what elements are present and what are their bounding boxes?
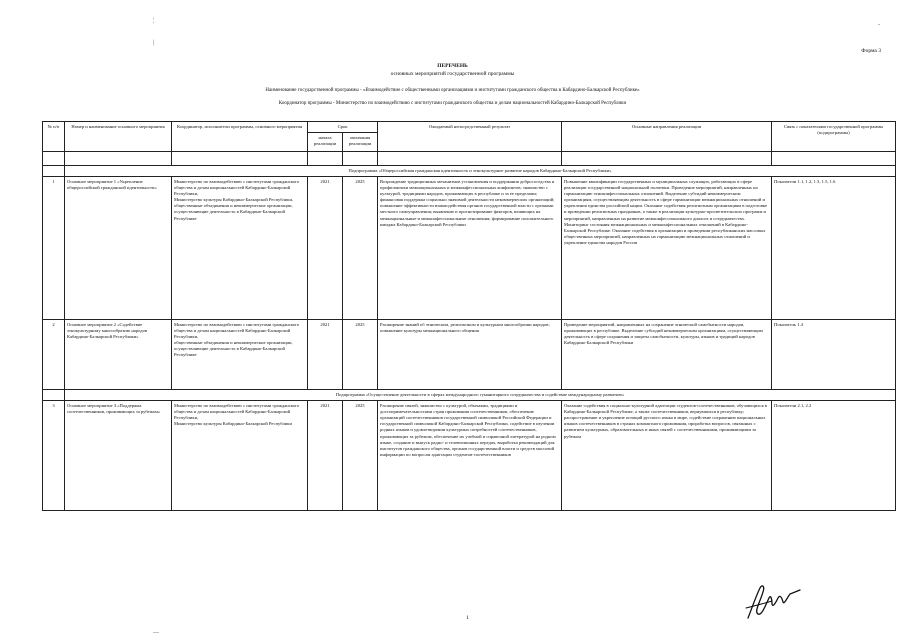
row-num: 3 xyxy=(43,401,65,511)
scan-margin-mark: | xyxy=(153,40,155,46)
column-header-num: № п/п xyxy=(43,122,65,152)
row-result: Расширение связей, знакомство с культурой, обычаями, традициями и достопримечательностями стран проживания соотечественников, обеспечение организаций соотечественников государственной символикой Российской Федерации и государственной символикой Кабардино-Балкарской Республики, содействие в изучении родных языков и удовлетворении культурных потребностей соотечественников, проживающих за рубежом, обеспечение их учебной и справочной литературой на родном языке, создание и выпуск радио- и телевизионных передач, выработка рекомендаций для институтов гражданского общества, органов государственной власти и средств массовой информации по вопросам адаптации студентов-соотечественников xyxy=(378,401,562,511)
table-row xyxy=(43,177,896,320)
form-label: Форма 3 xyxy=(861,48,881,54)
table-header-row xyxy=(43,122,896,133)
scan-margin-mark: ¦ xyxy=(153,18,155,24)
activities-table xyxy=(42,121,896,511)
row-start: 2021 xyxy=(308,401,343,511)
subprogram-title: Подпрограмма «Осуществление деятельности в сферах международного гуманитарного сотрудничества и содействие международному развитию» xyxy=(65,390,896,401)
row-executor: Министерство по взаимодействию с институтами гражданского общества и делам национальностей Кабардино-Балкарской Республики, Министерство культуры Кабардино-Балкарской Республики, общественные объединения и некоммерческие организации, осуществляющие деятельность в Кабардино-Балкарской Республике xyxy=(172,177,308,320)
subprogram-row xyxy=(43,390,896,401)
row-name: Основное мероприятие 2 «Содействие этнокультурному многообразию народов Кабардино-Балкарской Республики» xyxy=(65,320,172,390)
subprogram-title: Подпрограмма «Общероссийская гражданская идентичность и этнокультурное развитие народов Кабардино-Балкарской Республики» xyxy=(65,166,896,177)
empty-spacer-row xyxy=(43,152,896,166)
row-result: Возрождение традиционных механизмов установления и поддержания добрососедства и профилактики межнациональных и межконфессиональных конфликтов; знакомство с культурой, традициями народов, проживающих в республике и за ее пределами; финансовая поддержка социально значимой деятельности некоммерческих организаций; повышение эффективности взаимодействия органов государственной власти с органами местного самоуправления; выявление и прогнозирование факторов, влияющих на межнациональные и межконфессиональные отношения; формирование положительного имиджа Кабардино-Балкарской Республики xyxy=(378,177,562,320)
row-name: Основное мероприятие 3 «Поддержка соотечественников, проживающих за рубежом» xyxy=(65,401,172,511)
column-header-name: Номер и наименование основного мероприятия xyxy=(65,122,172,152)
column-header-end: окончания реализации xyxy=(343,133,378,152)
row-indicators: Показатель 1.4 xyxy=(772,320,896,390)
row-start: 2021 xyxy=(308,177,343,320)
column-header-indicators: Связь с показателями государственной программы (подпрограммы) xyxy=(772,122,896,152)
page-number: 1 xyxy=(466,615,469,621)
row-executor: Министерство по взаимодействию с институтами гражданского общества и делам национальностей Кабардино-Балкарской Республики, общественные объединения и некоммерческие организации, осуществляющие деятельность в Кабардино-Балкарской Республике xyxy=(172,320,308,390)
row-executor: Министерство по взаимодействию с институтами гражданского общества и делам национальностей Кабардино-Балкарской Республики, Министерство культуры Кабардино-Балкарской Республики xyxy=(172,401,308,511)
row-directions: Проведение мероприятий, направленных на сохранение этнической самобытности народов, проживающих в республике. Выделение субсидий некоммерческим организациям, осуществляющим деятельность в сфере сохранения и защиты самобытности, культуры, языков и традиций народов Кабардино-Балкарской Республики xyxy=(562,320,772,390)
row-num: 2 xyxy=(43,320,65,390)
row-indicators: Показатели 2.1, 2.2 xyxy=(772,401,896,511)
program-name-line: Наименование государственной программы - «Взаимодействие с общественными организациями и институтами гражданского общества в Кабардино-Балкарской Республике» xyxy=(265,88,640,93)
column-header-term: Срок xyxy=(308,122,378,133)
scan-margin-mark: — xyxy=(153,630,159,636)
page-title: ПЕРЕЧЕНЬ xyxy=(437,63,468,69)
column-header-directions: Основные направления реализации xyxy=(562,122,772,152)
row-directions: Повышение квалификации государственных и муниципальных служащих, работающих в сфере реализации государственной национальной политики. Проведение мероприятий, направленных на гармонизацию этноконфессиональных отношений. Выделение субсидий некоммерческим организациям, осуществляющим деятельность в сфере гармонизации межнациональных отношений и укрепления единства российской нации. Оказание содействия религиозным организациям в подготовке и проведении религиозных праздников, а также в реализации культурно-просветительских программ и мероприятий, направленных на развитие межконфессионального диалога и сотрудничества. Мониторинг состояния межнациональных и межконфессиональных отношений в Кабардино-Балкарской Республике. Оказание содействия в организации и проведении республиканских массовых общественных мероприятий, направленных на гармонизацию межнациональных отношений и укрепление единства народов России xyxy=(562,177,772,320)
row-end: 2025 xyxy=(343,401,378,511)
row-end: 2025 xyxy=(343,320,378,390)
table-row xyxy=(43,320,896,390)
row-start: 2021 xyxy=(308,320,343,390)
column-header-result: Ожидаемый непосредственный результат xyxy=(378,122,562,152)
page-subtitle: основных мероприятий государственной программы xyxy=(390,71,515,77)
column-header-executor: Координатор, исполнители программы, основного мероприятия xyxy=(172,122,308,152)
row-num: 1 xyxy=(43,177,65,320)
subprogram-row xyxy=(43,166,896,177)
scan-margin-mark: - xyxy=(878,22,880,28)
table-row xyxy=(43,401,896,511)
row-name: Основное мероприятие 1 «Укрепление общероссийской гражданской идентичности» xyxy=(65,177,172,320)
row-indicators: Показатели 1.1, 1.2, 1.3, 1.5, 1.6 xyxy=(772,177,896,320)
column-header-start: начала реализации xyxy=(308,133,343,152)
row-result: Расширение знаний об этническом, религиозном и культурном многообразии народов; повышение культуры межнационального общения xyxy=(378,320,562,390)
coordinator-line: Координатор программы - Министерство по взаимодействию с институтами гражданского общества и делам национальностей Кабардино-Балкарской Республики xyxy=(278,101,627,106)
handwritten-signature xyxy=(742,578,804,629)
row-end: 2025 xyxy=(343,177,378,320)
row-directions: Оказание содействия в социально-культурной адаптации студентов-соотечественников, обучающихся в Кабардино-Балкарской Республике, а также соотечественников, вернувшихся в республику; распространение и укрепление позиций русского языка в мире, содействие сохранению национальных языков соотечественников в странах компактного проживания, проработка вопросов, связанных с развитием культурных, образовательных и иных связей с соотечественниками, проживающими за рубежом xyxy=(562,401,772,511)
